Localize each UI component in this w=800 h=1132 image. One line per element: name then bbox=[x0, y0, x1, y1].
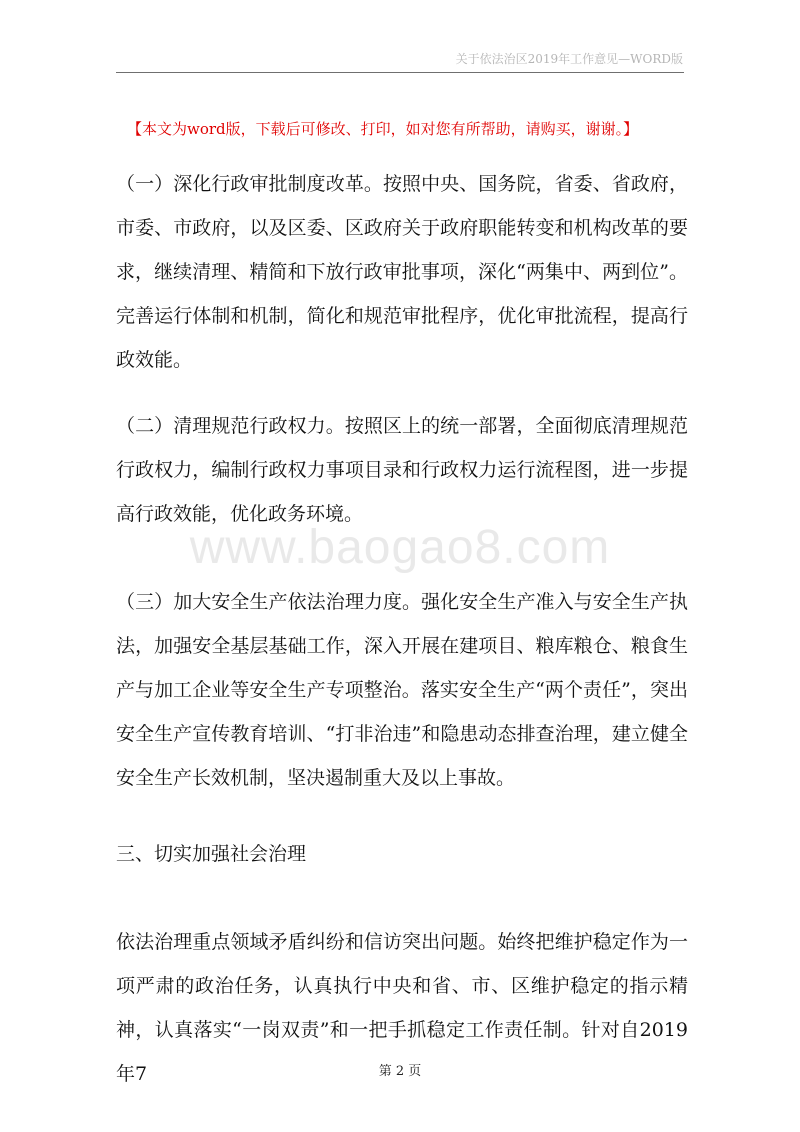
paragraph-safety-production: （三）加大安全生产依法治理力度。强化安全生产准入与安全生产执法，加强安全基层基础工作，深入开展在建项目、粮库粮仓、粮食生产与加工企业等安全生产专项整治。落实安全生产“两个责任”，突出安全生产宣传教育培训、“打非治违”和隐患动态排查治理，建立健全安全生产长效机制，坚决遏制重大及以上事故。 bbox=[116, 591, 688, 789]
watermark: www.baogao8.com bbox=[189, 521, 611, 574]
section-heading-social-governance: 三、切实加强社会治理 bbox=[116, 843, 307, 865]
header-divider bbox=[116, 72, 684, 73]
paragraph-administrative-power: （二）清理规范行政权力。按照区上的统一部署，全面彻底清理规范行政权力，编制行政权力事项目录和行政权力运行流程图，进一步提高行政效能，优化政务环境。 bbox=[116, 415, 688, 525]
page-header-title: 关于依法治区2019年工作意见—WORD版 bbox=[455, 52, 683, 66]
page-number: 第 2 页 bbox=[378, 1064, 422, 1079]
paragraph-dispute-resolution: 依法治理重点领域矛盾纠纷和信访突出问题。始终把维护稳定作为一项严肃的政治任务，认真执行中央和省、市、区维护稳定的指示精神，认真落实“一岗双责”和一把手抓稳定工作责任制。针对自2019年7 bbox=[116, 931, 688, 1085]
purchase-notice: 【本文为word版，下载后可修改、打印，如对您有所帮助，请购买，谢谢。】 bbox=[127, 120, 639, 138]
paragraph-administrative-approval: （一）深化行政审批制度改革。按照中央、国务院，省委、省政府，市委、市政府，以及区委、区政府关于政府职能转变和机构改革的要求，继续清理、精简和下放行政审批事项，深化“两集中、两到位”。完善运行体制和机制，简化和规范审批程序，优化审批流程，提高行政效能。 bbox=[116, 173, 688, 371]
